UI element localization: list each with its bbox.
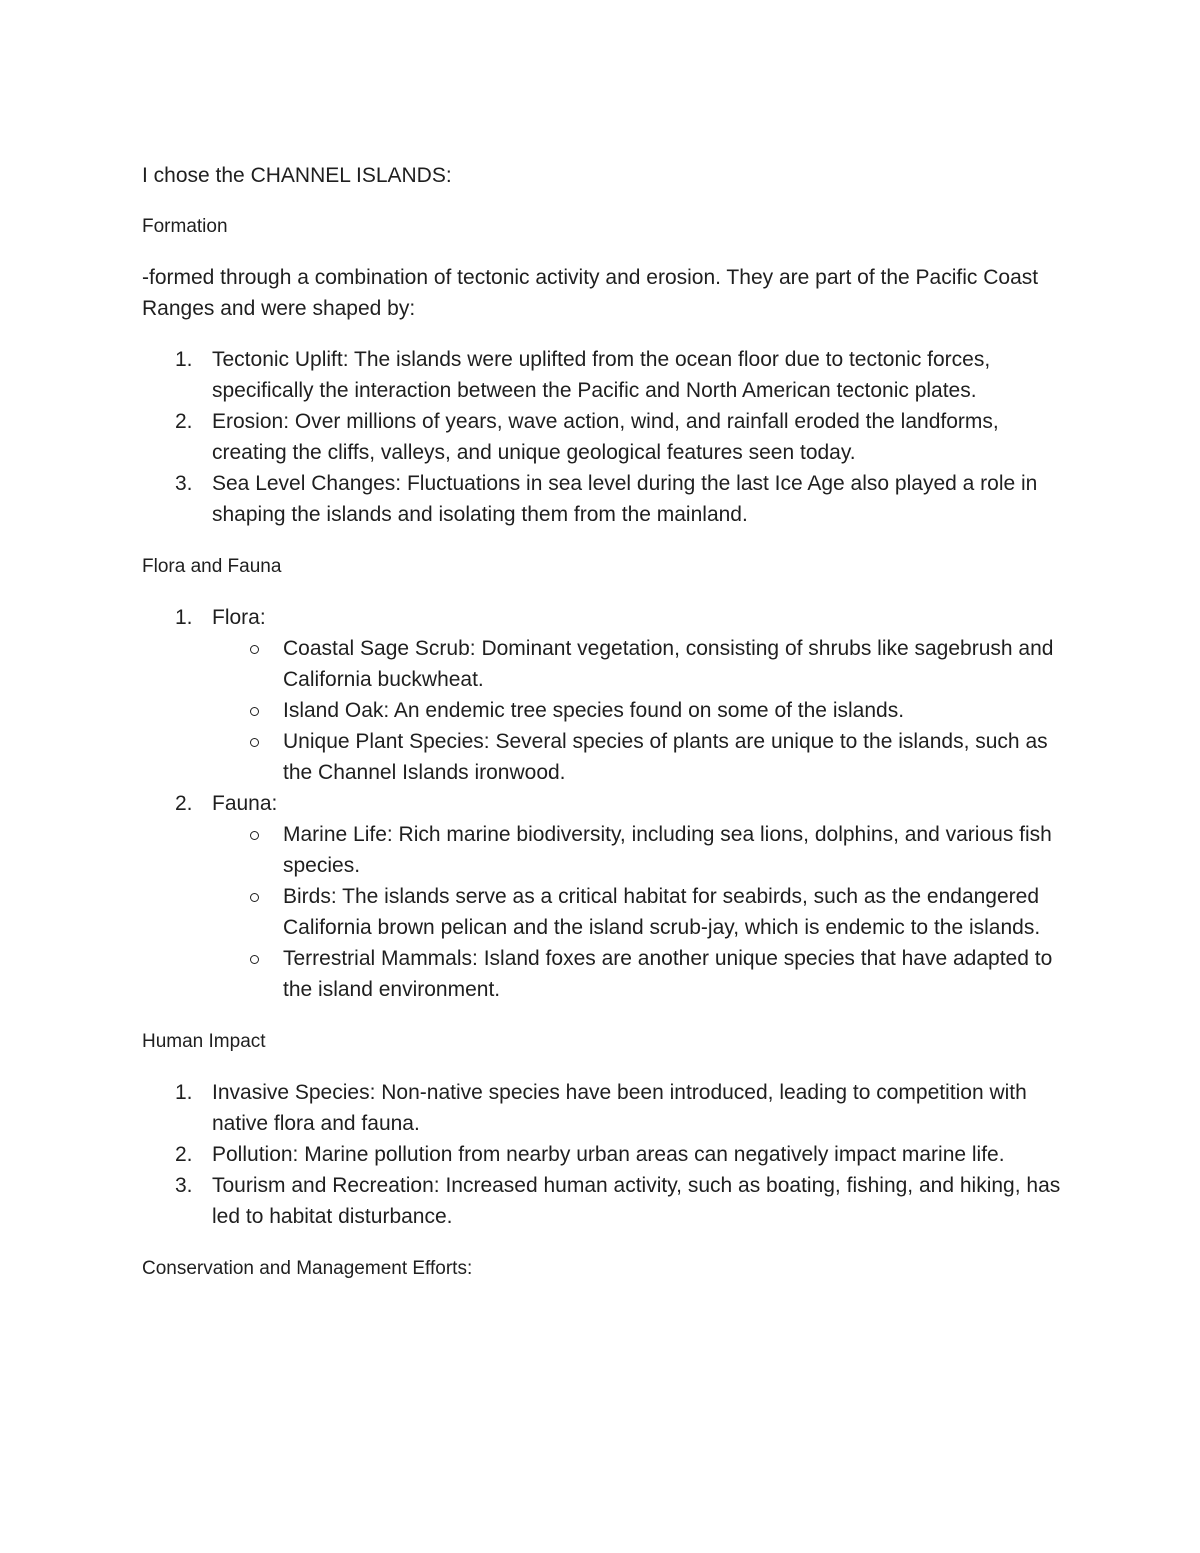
group-label: Flora: [212,606,266,629]
list-item-text: Tectonic Uplift: The islands were uplifted from the ocean floor due to tectonic forces, specifically the interaction between the Pacific and North American tectonic plates. [212,348,991,402]
flora-sublist [212,633,1062,788]
group-label: Fauna: [212,792,278,815]
list-item [142,344,1062,406]
sub-list-item [212,943,1062,1005]
circle-bullet-icon [250,707,259,716]
list-item-flora [142,602,1062,788]
circle-bullet-icon [250,645,259,654]
document-title: I chose the CHANNEL ISLANDS: [142,164,452,187]
sub-list-item-text: Island Oak: An endemic tree species found on some of the islands. [283,699,905,722]
formation-list [142,344,1062,530]
sub-list-item-text: Coastal Sage Scrub: Dominant vegetation, consisting of shrubs like sagebrush and California buckwheat. [283,637,1054,691]
list-item-fauna [142,788,1062,1005]
list-number: 3. [175,472,193,495]
document-page [142,160,1062,1304]
sub-list-item-text: Unique Plant Species: Several species of plants are unique to the islands, such as the Channel Islands ironwood. [283,730,1048,784]
sub-list-item-text: Marine Life: Rich marine biodiversity, including sea lions, dolphins, and various fish species. [283,823,1052,877]
list-item-text: Pollution: Marine pollution from nearby urban areas can negatively impact marine life. [212,1143,1005,1166]
sub-list-item-text: Terrestrial Mammals: Island foxes are another unique species that have adapted to the island environment. [283,947,1053,1001]
list-number: 3. [175,1174,193,1197]
circle-bullet-icon [250,893,259,902]
list-item-text: Sea Level Changes: Fluctuations in sea level during the last Ice Age also played a role in shaping the islands and isolating them from the mainland. [212,472,1038,526]
sub-list-item [212,819,1062,881]
circle-bullet-icon [250,955,259,964]
list-number: 2. [175,792,193,815]
section-heading-conservation: Conservation and Management Efforts: [142,1258,473,1279]
list-number: 1. [175,348,193,371]
fauna-sublist [212,819,1062,1005]
list-item-text: Invasive Species: Non-native species have been introduced, leading to competition with native flora and fauna. [212,1081,1027,1135]
list-item [142,406,1062,468]
section-heading-human-impact: Human Impact [142,1031,266,1052]
list-item [142,1077,1062,1139]
list-number: 2. [175,1143,193,1166]
sub-list-item-text: Birds: The islands serve as a critical habitat for seabirds, such as the endangered California brown pelican and the island scrub-jay, which is endemic to the islands. [283,885,1041,939]
list-item [142,468,1062,530]
list-number: 2. [175,410,193,433]
section-heading-formation: Formation [142,216,228,237]
list-number: 1. [175,1081,193,1104]
formation-intro: -formed through a combination of tectonic activity and erosion. They are part of the Pacific Coast Ranges and were shaped by: [142,266,1039,320]
sub-list-item [212,726,1062,788]
list-item-text: Tourism and Recreation: Increased human activity, such as boating, fishing, and hiking, has led to habitat disturbance. [212,1174,1061,1228]
human-impact-list [142,1077,1062,1232]
list-item [142,1170,1062,1232]
section-heading-flora-fauna: Flora and Fauna [142,556,282,577]
sub-list-item [212,881,1062,943]
circle-bullet-icon [250,831,259,840]
list-number: 1. [175,606,193,629]
sub-list-item [212,633,1062,695]
list-item [142,1139,1062,1170]
sub-list-item [212,695,1062,726]
circle-bullet-icon [250,738,259,747]
flora-fauna-list [142,602,1062,1005]
list-item-text: Erosion: Over millions of years, wave action, wind, and rainfall eroded the landforms, creating the cliffs, valleys, and unique geological features seen today. [212,410,999,464]
